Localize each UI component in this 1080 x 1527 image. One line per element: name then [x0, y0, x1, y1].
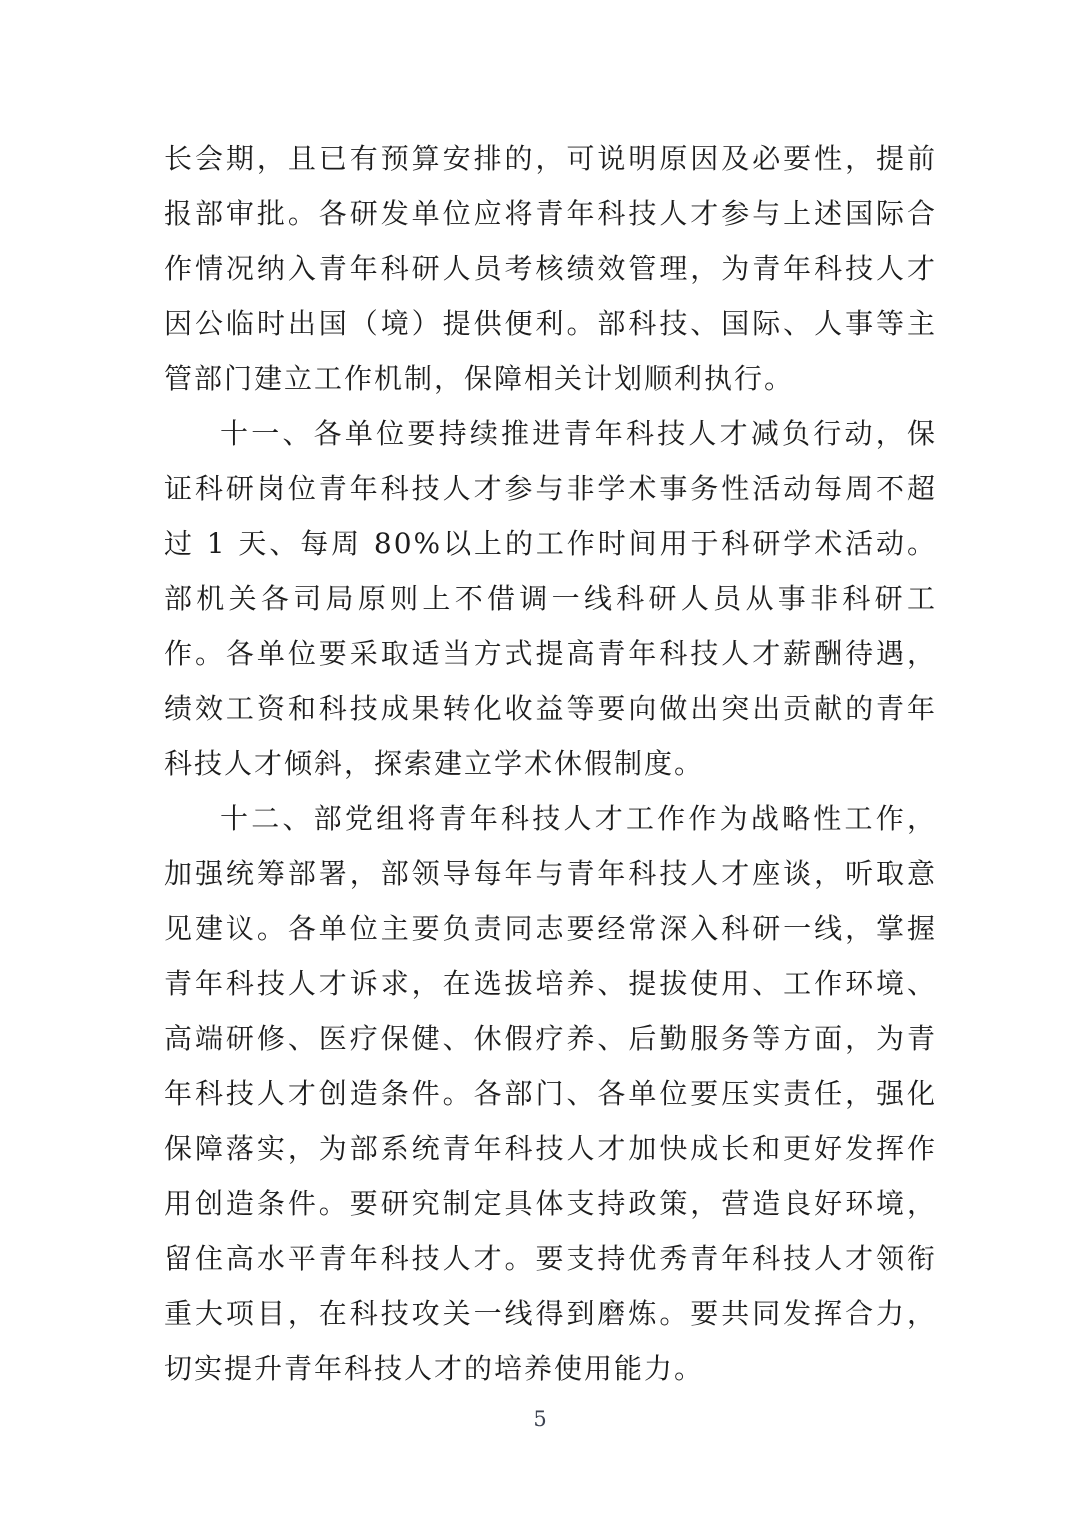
paragraph-item-12: 十二、部党组将青年科技人才工作作为战略性工作，加强统筹部署，部领导每年与青年科技人才座谈，听取意见建议。各单位主要负责同志要经常深入科研一线，掌握青年科技人才诉求，在选拔培养、提拔使用、工作环境、高端研修、医疗保健、休假疗养、后勤服务等方面，为青年科技人才创造条件。各部门、各单位要压实责任，强化保障落实，为部系统青年科技人才加快成长和更好发挥作用创造条件。要研究制定具体支持政策，营造良好环境，留住高水平青年科技人才。要支持优秀青年科技人才领衔重大项目，在科技攻关一线得到磨炼。要共同发挥合力，切实提升青年科技人才的培养使用能力。: [164, 802, 937, 1385]
paragraph-item-11: 十一、各单位要持续推进青年科技人才减负行动，保证科研岗位青年科技人才参与非学术事务性活动每周不超过 1 天、每周 80%以上的工作时间用于科研学术活动。部机关各司局原则上不借调一线科研人员从事非科研工作。各单位要采取适当方式提高青年科技人才薪酬待遇，绩效工资和科技成果转化收益等要向做出突出贡献的青年科技人才倾斜，探索建立学术休假制度。: [164, 417, 937, 780]
document-body: [164, 131, 937, 1396]
page-number: 5: [533, 1407, 547, 1431]
paragraph-continuation: 长会期，且已有预算安排的，可说明原因及必要性，提前报部审批。各研发单位应将青年科技人才参与上述国际合作情况纳入青年科研人员考核绩效管理，为青年科技人才因公临时出国（境）提供便利。部科技、国际、人事等主管部门建立工作机制，保障相关计划顺利执行。: [164, 142, 937, 395]
